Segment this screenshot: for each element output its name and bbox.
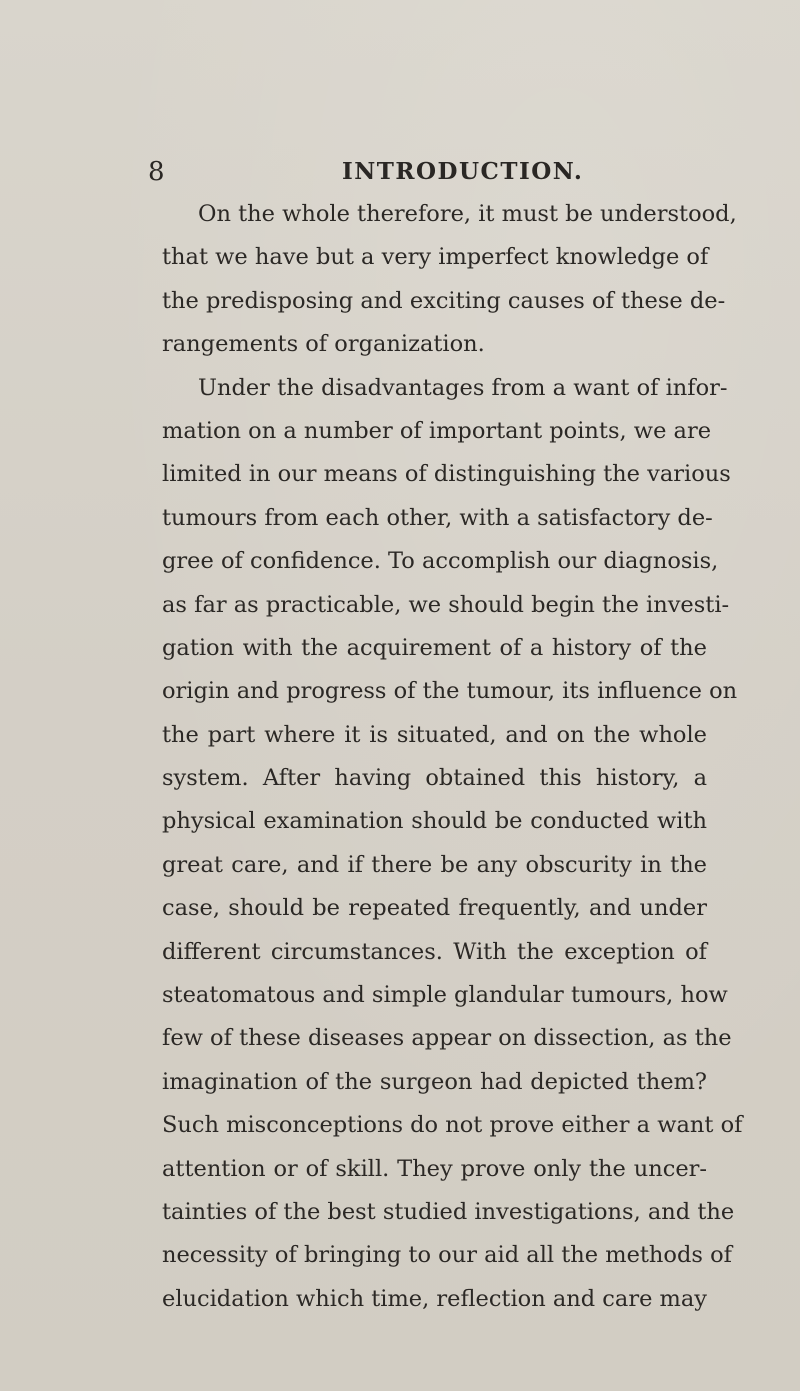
body-text xyxy=(162,193,743,1321)
text-line: case, should be repeated frequently, and under xyxy=(162,895,707,922)
text-line: tainties of the best studied investigations, and the xyxy=(162,1198,735,1225)
text-line: necessity of bringing to our aid all the methods of xyxy=(162,1242,732,1269)
text-line: limited in our means of distinguishing the various xyxy=(162,461,731,488)
text-line: Such misconceptions do not prove either a want of xyxy=(162,1112,743,1139)
text-line: system. After having obtained this history, a xyxy=(162,765,707,792)
text-line: imagination of the surgeon had depicted them? xyxy=(162,1068,707,1095)
text-line: the part where it is situated, and on the whole xyxy=(162,721,707,748)
text-line: the predisposing and exciting causes of these de- xyxy=(162,287,726,314)
text-line: steatomatous and simple glandular tumours, how xyxy=(162,982,728,1009)
text-line: that we have but a very imperfect knowledge of xyxy=(162,244,709,271)
text-line: as far as practicable, we should begin the investi- xyxy=(162,591,730,618)
text-line: Under the disadvantages from a want of infor- xyxy=(198,374,728,401)
text-line: physical examination should be conducted with xyxy=(162,808,707,835)
text-line: attention or of skill. They prove only the uncer- xyxy=(162,1155,707,1182)
text-line: elucidation which time, reflection and care may xyxy=(162,1285,708,1312)
text-line: origin and progress of the tumour, its influence on xyxy=(162,678,738,705)
text-line: On the whole therefore, it must be understood, xyxy=(198,201,737,227)
text-line: tumours from each other, with a satisfactory de- xyxy=(162,504,713,531)
page-number: 8 xyxy=(148,157,165,187)
text-line: rangements of organization. xyxy=(162,331,485,358)
text-line: mation on a number of important points, we are xyxy=(162,417,712,444)
text-line: gation with the acquirement of a history of the xyxy=(162,634,707,661)
text-line: few of these diseases appear on dissection, as the xyxy=(162,1025,732,1052)
running-head: INTRODUCTION. xyxy=(342,158,584,185)
page-header xyxy=(0,152,800,192)
text-line: gree of confidence. To accomplish our diagnosis, xyxy=(162,548,719,575)
text-line: different circumstances. With the exception of xyxy=(162,938,707,965)
text-line: great care, and if there be any obscurity in the xyxy=(162,851,707,878)
